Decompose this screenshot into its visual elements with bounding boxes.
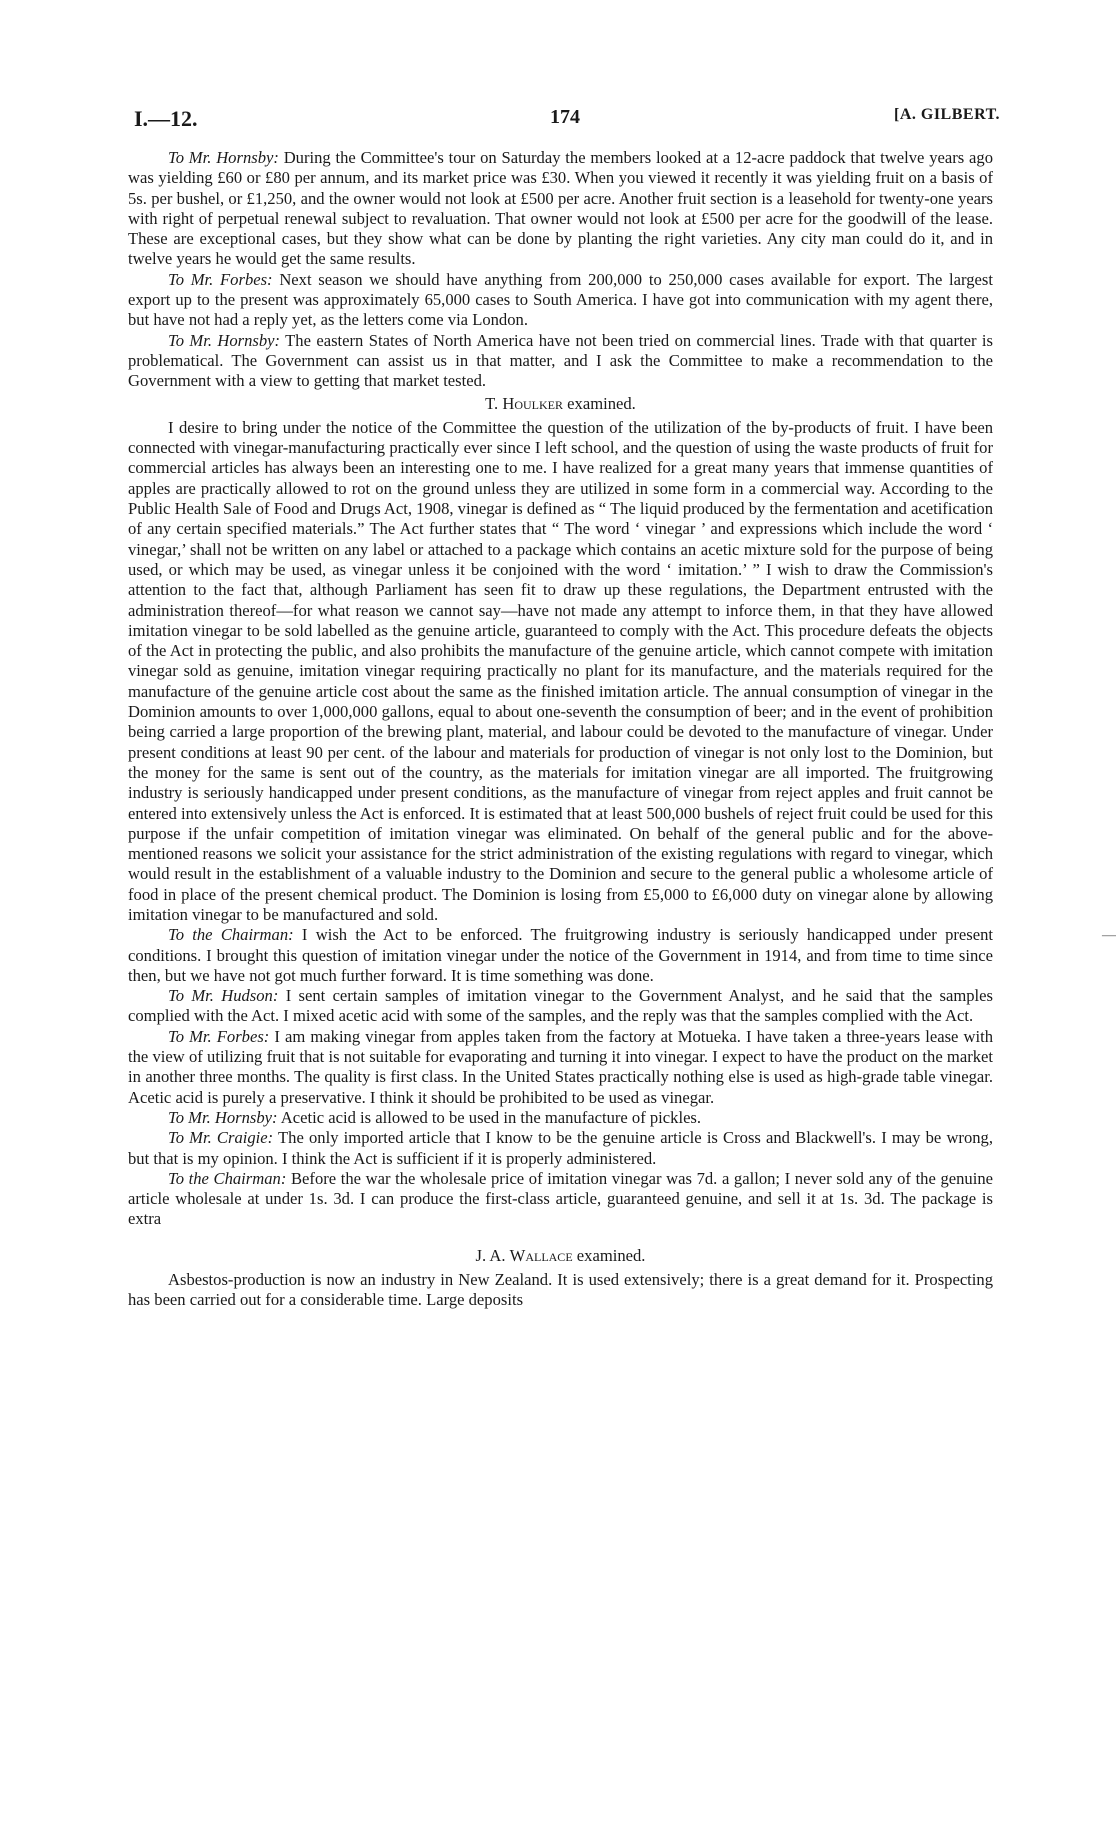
paragraph-text: I sent certain samples of imitation vinegar to the Government Analyst, and he said that the samples complied with the Act. I mixed acetic acid with some of the samples, and the reply was that the samples complied with the Act. — [128, 986, 993, 1026]
addressee: To Mr. Forbes: — [168, 269, 273, 289]
paragraph — [128, 418, 993, 925]
paragraph — [128, 270, 993, 331]
paragraph — [128, 1027, 993, 1108]
addressee: To Mr. Forbes: — [168, 1026, 270, 1046]
paragraph — [128, 331, 993, 392]
addressee: To Mr. Hudson: — [168, 986, 279, 1006]
paragraph — [128, 1108, 993, 1128]
addressee: To Mr. Hornsby: — [168, 1107, 278, 1127]
heading-suffix: examined. — [572, 1245, 646, 1265]
witness-name: Wallace — [509, 1245, 573, 1265]
testimony-text — [128, 148, 993, 1311]
paragraph — [128, 1128, 993, 1169]
witness-name: Houlker — [502, 393, 564, 413]
paragraph-text: Next season we should have anything from 200,000 to 250,000 cases available for export. The largest export up to the present was approximately 65,000 cases to South America. I have got into communication with my agent there, but have not had a reply yet, as the letters come via London. — [128, 269, 993, 330]
witness-heading — [128, 394, 993, 414]
paragraph-text: The eastern States of North America have not been tried on commercial lines. Trade with that quarter is problematical. The Government can assist us in that matter, and I ask the Committee to make a recommendation to the Government with a view to getting that market tested. — [128, 330, 993, 391]
paragraph — [128, 148, 993, 270]
paragraph-text: During the Committee's tour on Saturday the members looked at a 12-acre paddock that twelve years ago was yielding £60 or £80 per annum, and its market price was £30. When you viewed it recently it was yielding fruit on a basis of 5s. per bushel, or £1,250, and the owner would not look at £500 per acre. Another fruit section is a leasehold for twenty-one years with right of perpetual renewal subject to revaluation. That owner would not look at £500 per acre for the goodwill of the lease. These are exceptional cases, but they show what can be done by planting the right varieties. Any city man could do it, and in twelve years he would get the same results. — [128, 148, 993, 269]
witness-heading — [128, 1246, 993, 1266]
paragraph — [128, 1169, 993, 1230]
page-number: 174 — [550, 106, 580, 128]
paragraph — [128, 986, 993, 1027]
addressee: To the Chairman: — [168, 925, 294, 945]
paragraph-text: Asbestos-production is now an industry in New Zealand. It is used extensively; there is a great demand for it. Prospecting has been carried out for a considerable time. Large deposits — [128, 1270, 993, 1310]
paragraph-text: I wish the Act to be enforced. The fruitgrowing industry is seriously handicapped under present conditions. I brought this question of imitation vinegar under the notice of the Government in 1914, and from time to time since then, but we have not got much further forward. It is time something was done. — [128, 925, 993, 985]
paper-reference: I.—12. — [134, 106, 198, 131]
addressee: To the Chairman: — [168, 1168, 287, 1188]
witness-initials: T. — [485, 393, 503, 413]
paragraph — [128, 925, 993, 986]
paragraph — [128, 1270, 993, 1311]
heading-suffix: examined. — [563, 393, 636, 413]
addressee: To Mr. Hornsby: — [168, 330, 281, 350]
paragraph-text: Acetic acid is allowed to be used in the manufacture of pickles. — [277, 1107, 702, 1127]
addressee: To Mr. Craigie: — [168, 1128, 274, 1148]
paragraph-text: I am making vinegar from apples taken from the factory at Motueka. I have taken a three-years lease with the view of utilizing fruit that is not suitable for evaporating and turning it into vinegar. I expect to have the product on the market in another three months. The quality is first class. In the United States practically nothing else is used as high-grade table vinegar. Acetic acid is purely a preservative. I think it should be prohibited to be used as vinegar. — [128, 1026, 993, 1107]
paragraph-text: I desire to bring under the notice of the Committee the question of the utilization of the by-products of fruit. I have been connected with vinegar-manufacturing practically ever since I left school, and the question of using the waste products of fruit for commercial articles has always been an interesting one to me. I have realized for a great many years that immense quantities of apples are practically allowed to rot on the ground unless they are utilized in some form in a commercial way. According to the Public Health Sale of Food and Drugs Act, 1908, vinegar is defined as “ The liquid produced by the fermentation and acetification of any certain specified materials.” The Act further states that “ The word ‘ vinegar ’ and expressions which include the word ‘ vinegar,’ shall not be written on any label or attached to a package which contains an acetic mixture sold for the purpose of being used, or which may be used, as vinegar unless it be conjoined with the word ‘ imitation.’ ” I wish to draw the Commission's attention to the fact that, although Parliament has seen fit to draw up these regulations, the Department entrusted with the administration thereof—for what reason we cannot say—have not made any attempt to inforce them, in that they have allowed imitation vinegar to be sold labelled as the genuine article, guaranteed to comply with the Act. This procedure defeats the objects of the Act in protecting the public, and also prohibits the manufacture of the genuine article, which cannot compete with imitation vinegar sold as genuine, imitation vinegar requiring practically no plant for its manufacture, and the materials required for the manufacture of the genuine article cost about the same as the finished imitation article. The annual consumption of vinegar in the Dominion amounts to over 1,000,000 gallons, equal to about one-seventh the consumption of beer; and in the event of prohibition being carried a large proportion of the brewing plant, material, and labour could be devoted to the manufacture of vinegar. Under present conditions at least 90 per cent. of the labour and materials for production of vinegar is not only lost to the Dominion, but the money for the same is sent out of the country, as the materials for imitation vinegar are all imported. The fruitgrowing industry is seriously handicapped under present conditions, as the manufacture of vinegar from reject apples and fruit cannot be entered into extensively unless the Act is enforced. It is estimated that at least 500,000 bushels of reject fruit could be used for this purpose if the unfair competition of imitation vinegar was eliminated. On behalf of the general public and for the above-mentioned reasons we solicit your assistance for the strict administration of the existing regulations with regard to vinegar, which would result in the establishment of a valuable industry to the Dominion and secure to the general public a wholesome article of food in place of the present chemical product. The Dominion is losing from £5,000 to £6,000 duty on vinegar alone by allowing imitation vinegar to be manufactured and sold. — [128, 417, 993, 924]
paragraph-text: Before the war the wholesale price of imitation vinegar was 7d. a gallon; I never sold any of the genuine article wholesale at under 1s. 3d. I can produce the first-class article, guaranteed genuine, and sell it at 1s. 3d. The package is extra — [128, 1168, 993, 1229]
addressee: To Mr. Hornsby: — [168, 148, 279, 167]
witness-initials: J. A. — [475, 1245, 510, 1265]
witness-running-head: [A. GILBERT. — [894, 106, 1001, 123]
margin-mark: — — [1102, 928, 1116, 943]
paragraph-text: The only imported article that I know to be the genuine article is Cross and Blackwell's. I may be wrong, but that is my opinion. I think the Act is sufficient if it is properly administered. — [128, 1128, 993, 1168]
